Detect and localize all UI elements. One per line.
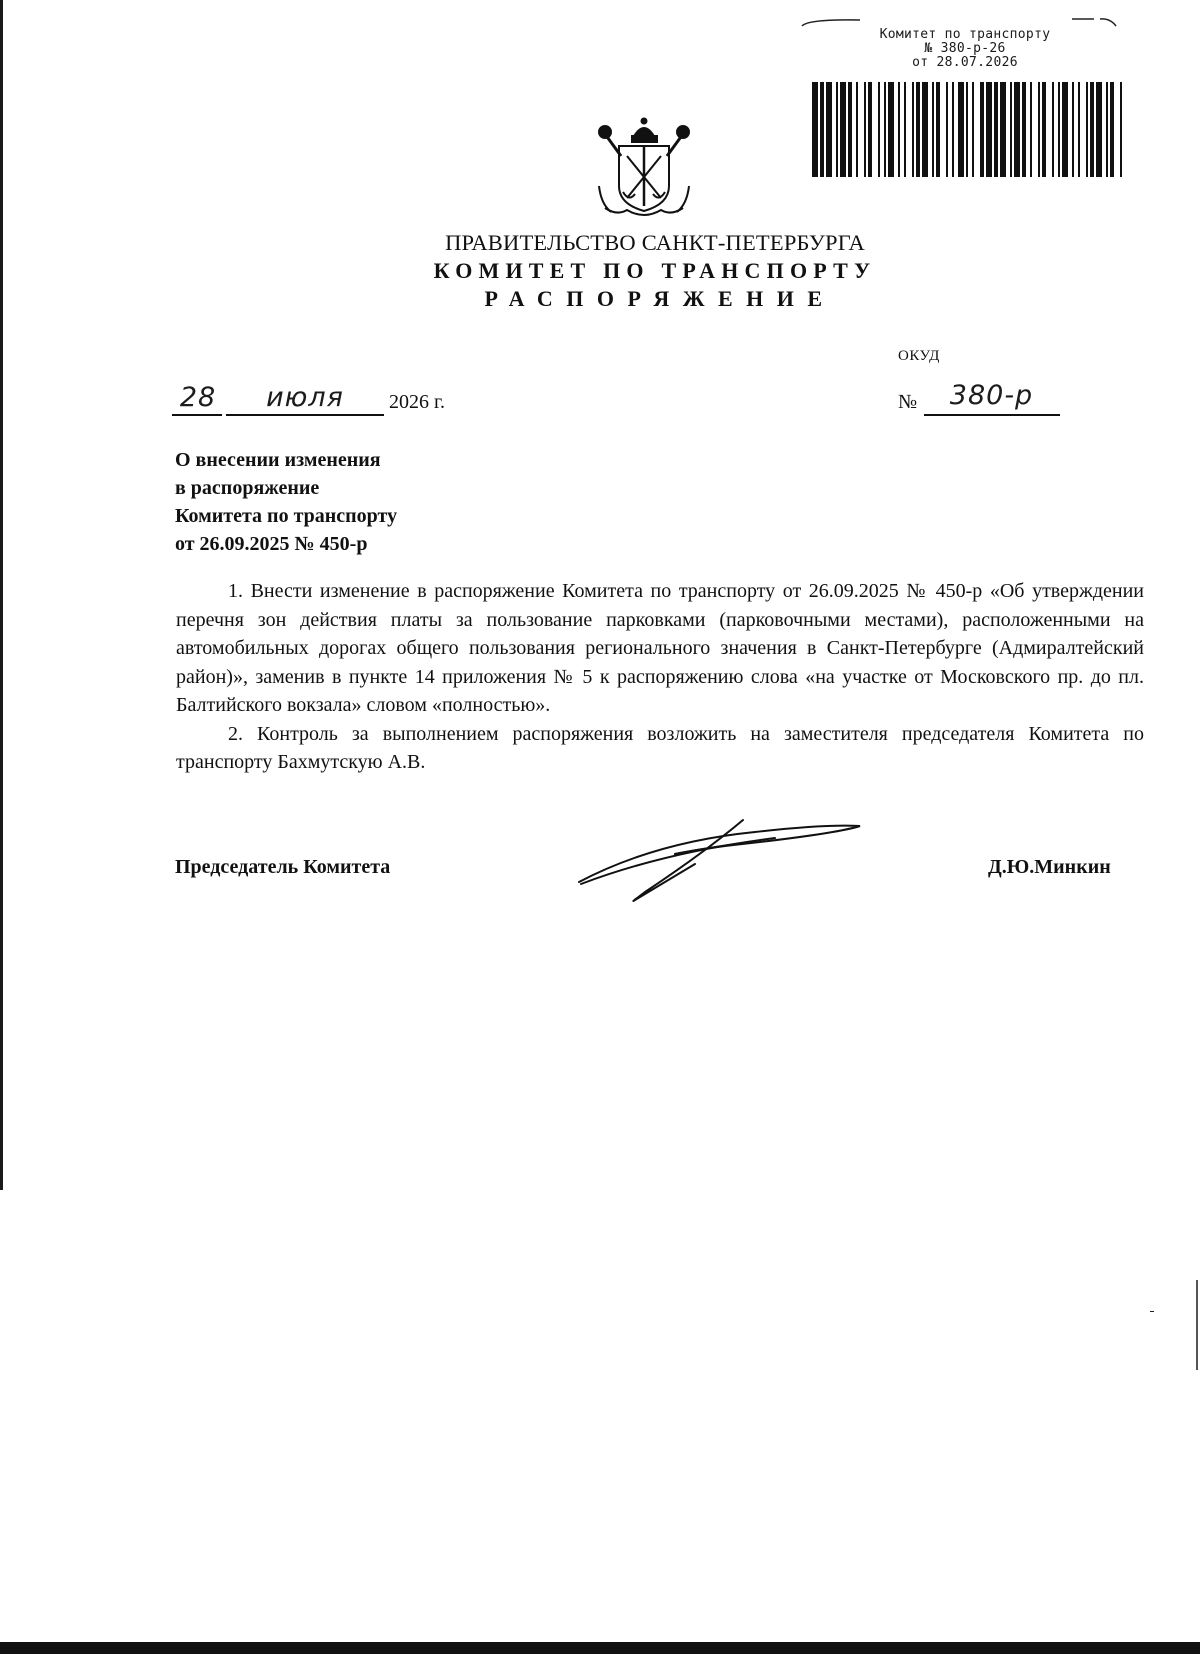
coat-of-arms-icon: [597, 116, 692, 221]
subject-line: от 26.09.2025 № 450-р: [175, 533, 368, 555]
document-number-underline: [924, 414, 1060, 416]
scan-edge-bottom: [0, 1642, 1200, 1654]
stamp-line-1: Комитет по транспорту: [879, 27, 1051, 42]
handwritten-signature: [575, 812, 865, 912]
stamp-text: [800, 28, 1130, 70]
document-number-handwritten: 380-р: [949, 380, 1034, 411]
government-title: ПРАВИТЕЛЬСТВО САНКТ-ПЕТЕРБУРГА: [445, 230, 865, 255]
paragraph-1: 1. Внести изменение в распоряжение Комитета по транспорту от 26.09.2025 № 450-р «Об утверждении перечня зон действия платы за пользование парковками (парковочными местами), расположенными на автомобильных дорогах общего пользования регионального значения в Санкт-Петербурге (Адмиралтейский район)», заменив в пункте 14 приложения № 5 к распоряжению слова «на участке от Московского пр. до пл. Балтийского вокзала» словом «полностью».: [176, 580, 1144, 716]
subject-line: О внесении изменения: [175, 449, 381, 471]
number-sign: №: [898, 391, 918, 413]
okud-label: ОКУД: [898, 348, 940, 364]
date-day-handwritten: 28: [179, 382, 217, 413]
date-day-underline: [172, 414, 222, 416]
committee-title: КОМИТЕТ ПО ТРАНСПОРТУ: [433, 258, 877, 283]
document-body: [176, 577, 1144, 777]
scan-mark: [1196, 1280, 1198, 1370]
subject-line: в распоряжение: [175, 477, 320, 499]
date-month-underline: [226, 414, 384, 416]
date-month-handwritten: июля: [266, 382, 344, 413]
paragraph-2: 2. Контроль за выполнением распоряжения возложить на заместителя председателя Комитета по транспорту Бахмутскую А.В.: [176, 722, 1144, 773]
stamp-line-3: от 28.07.2026: [912, 55, 1018, 70]
scan-mark: [1150, 1311, 1154, 1312]
subject-line: Комитета по транспорту: [175, 505, 398, 527]
signatory-title: Председатель Комитета: [175, 856, 391, 878]
barcode-icon: [812, 82, 1124, 177]
scan-edge: [0, 0, 3, 1190]
document-type-title: РАСПОРЯЖЕНИЕ: [484, 286, 836, 311]
registration-stamp: [800, 14, 1130, 164]
signatory-name: Д.Ю.Минкин: [988, 856, 1111, 878]
document-subject: [175, 446, 397, 558]
stamp-line-2: № 380-р-26: [924, 41, 1006, 56]
date-year: 2026 г.: [389, 391, 445, 413]
